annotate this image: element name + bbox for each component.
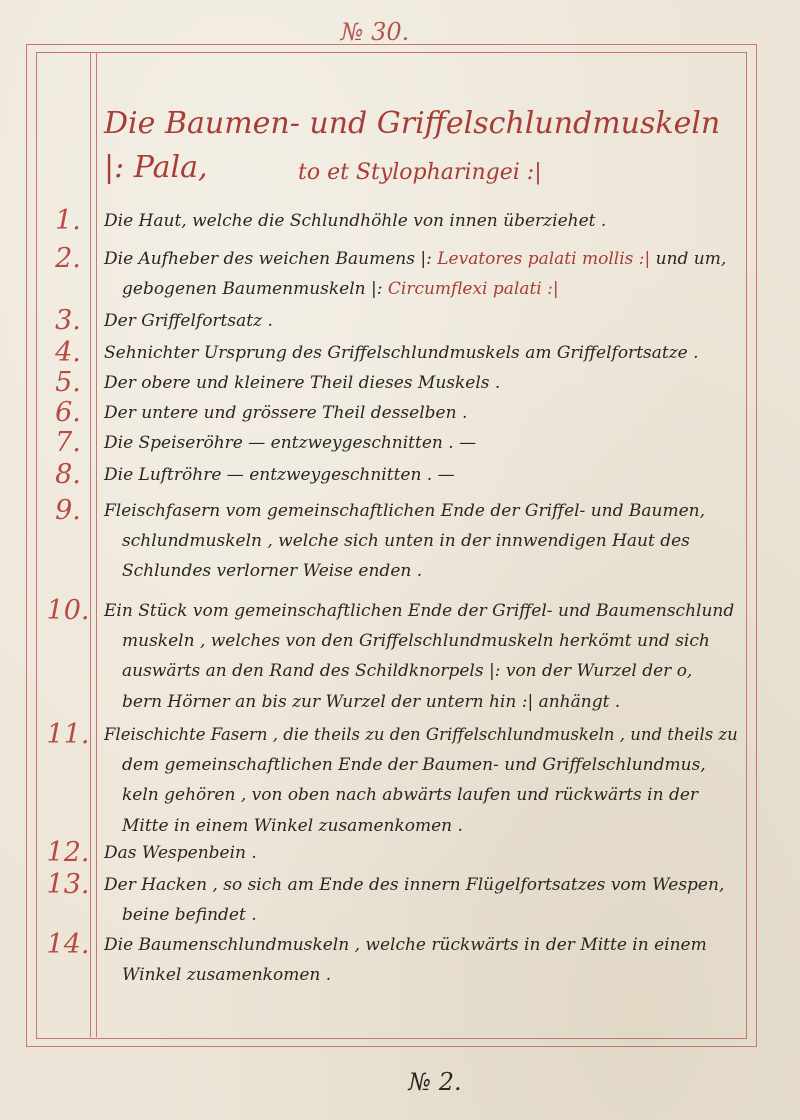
entry-number: 8. — [55, 459, 81, 490]
folio-number: № 30. — [340, 18, 410, 46]
entry-text: Sehnichter Ursprung des Griffelschlundmuskels am Griffelfortsatze . — [104, 343, 699, 363]
entry-text-line — [104, 870, 724, 900]
entry-text-line — [104, 244, 726, 274]
entry-text-line — [122, 274, 559, 304]
entry-text: gebogenen Baumenmuskeln |: — [122, 279, 383, 300]
entry-text-line — [104, 428, 476, 458]
entry-text: Das Wespenbein . — [104, 843, 257, 863]
entry-text: auswärts an den Rand des Schildknorpels |: von der Wurzel der o, — [122, 661, 693, 682]
latin-term: Circumflexi palati :| — [387, 279, 559, 300]
entry-text: Die Speiseröhre — entzweygeschnitten . — — [104, 433, 477, 453]
entry-text: muskeln , welches von den Griffelschlundmuskeln herkömt und sich — [122, 631, 710, 652]
entry-text-line — [104, 930, 707, 960]
entry-text: Winkel zusamenkomen . — [122, 965, 332, 986]
entry-text: Der Hacken , so sich am Ende des innern Flügelfortsatzes vom Wespen, — [104, 875, 725, 895]
entry-text-line — [104, 838, 257, 868]
entry-text-line — [122, 556, 422, 586]
entry-text-line — [104, 398, 467, 428]
signature-mark: № 2. — [408, 1068, 462, 1096]
entry-text: Die Aufheber des weichen Baumens |: — [104, 249, 432, 269]
entry-text-line — [104, 596, 734, 626]
entry-text: Die Luftröhre — entzweygeschnitten . — — [104, 465, 455, 485]
entry-text: bern Hörner an bis zur Wurzel der untern hin :| anhängt . — [122, 691, 621, 712]
entry-number: 3. — [55, 305, 81, 336]
entry-text-line — [122, 626, 710, 656]
entry-text-line — [104, 338, 699, 368]
entry-number: 6. — [55, 397, 81, 428]
entry-number: 7. — [55, 427, 81, 458]
entry-number: 5. — [55, 367, 81, 398]
entry-text: Der obere und kleinere Theil dieses Muskels . — [104, 373, 501, 393]
entry-text-line — [122, 526, 690, 556]
latin-term: Levatores palati mollis :| — [437, 249, 651, 269]
entry-text-line — [104, 460, 455, 490]
entry-text: Fleischichte Fasern , die theils zu den Griffelschlundmuskeln , und theils zu — [104, 725, 738, 745]
page-title: Die Baumen- und Griffelschlundmuskeln |: Pala, — [104, 106, 721, 185]
entry-text-line — [122, 750, 706, 780]
entry-text: dem gemeinschaftlichen Ende der Baumen- und Griffelschlundmus, — [122, 755, 706, 776]
entry-number: 1. — [55, 205, 81, 236]
entry-number: 4. — [55, 337, 81, 368]
entry-text-line — [122, 687, 620, 717]
entry-number: 13. — [46, 869, 90, 900]
entry-text-line — [122, 900, 257, 930]
entry-text: und um, — [655, 249, 727, 269]
entry-text: beine befindet . — [122, 905, 257, 926]
entry-text-line — [122, 780, 698, 810]
entry-number: 10. — [46, 595, 90, 626]
entry-text: Ein Stück vom gemeinschaftlichen Ende der Griffel- und Baumenschlund — [104, 601, 735, 621]
entry-text-line — [122, 656, 692, 686]
entry-text: Die Haut, welche die Schlundhöhle von innen überziehet . — [104, 211, 607, 231]
entry-text: schlundmuskeln , welche sich unten in der innwendigen Haut des — [122, 531, 690, 552]
entry-text: keln gehören , von oben nach abwärts laufen und rückwärts in der — [122, 785, 699, 806]
margin-rule-right — [96, 52, 97, 1037]
entry-text: Mitte in einem Winkel zusamenkomen . — [122, 815, 463, 836]
entry-text-line — [104, 496, 705, 526]
entry-text-line — [104, 720, 738, 750]
entry-text-line — [104, 368, 500, 398]
entry-number: 9. — [55, 495, 81, 526]
entry-text-line — [122, 960, 331, 990]
entry-text-line — [104, 306, 273, 336]
entry-text: Der untere und grössere Theil desselben . — [104, 403, 468, 423]
page-subtitle: to et Stylopharingei :| — [298, 160, 542, 185]
entry-number: 14. — [46, 929, 90, 960]
entry-number: 12. — [46, 837, 90, 868]
entry-text: Die Baumenschlundmuskeln , welche rückwärts in der Mitte in einem — [104, 935, 707, 955]
entry-text: Schlundes verlorner Weise enden . — [122, 561, 423, 582]
entry-text-line — [122, 811, 463, 841]
entry-number: 2. — [55, 243, 81, 274]
entry-number: 11. — [46, 719, 90, 750]
entry-text-line — [104, 206, 606, 236]
entry-text: Fleischfasern vom gemeinschaftlichen Ende der Griffel- und Baumen, — [104, 501, 706, 521]
entry-text: Der Griffelfortsatz . — [104, 311, 273, 331]
